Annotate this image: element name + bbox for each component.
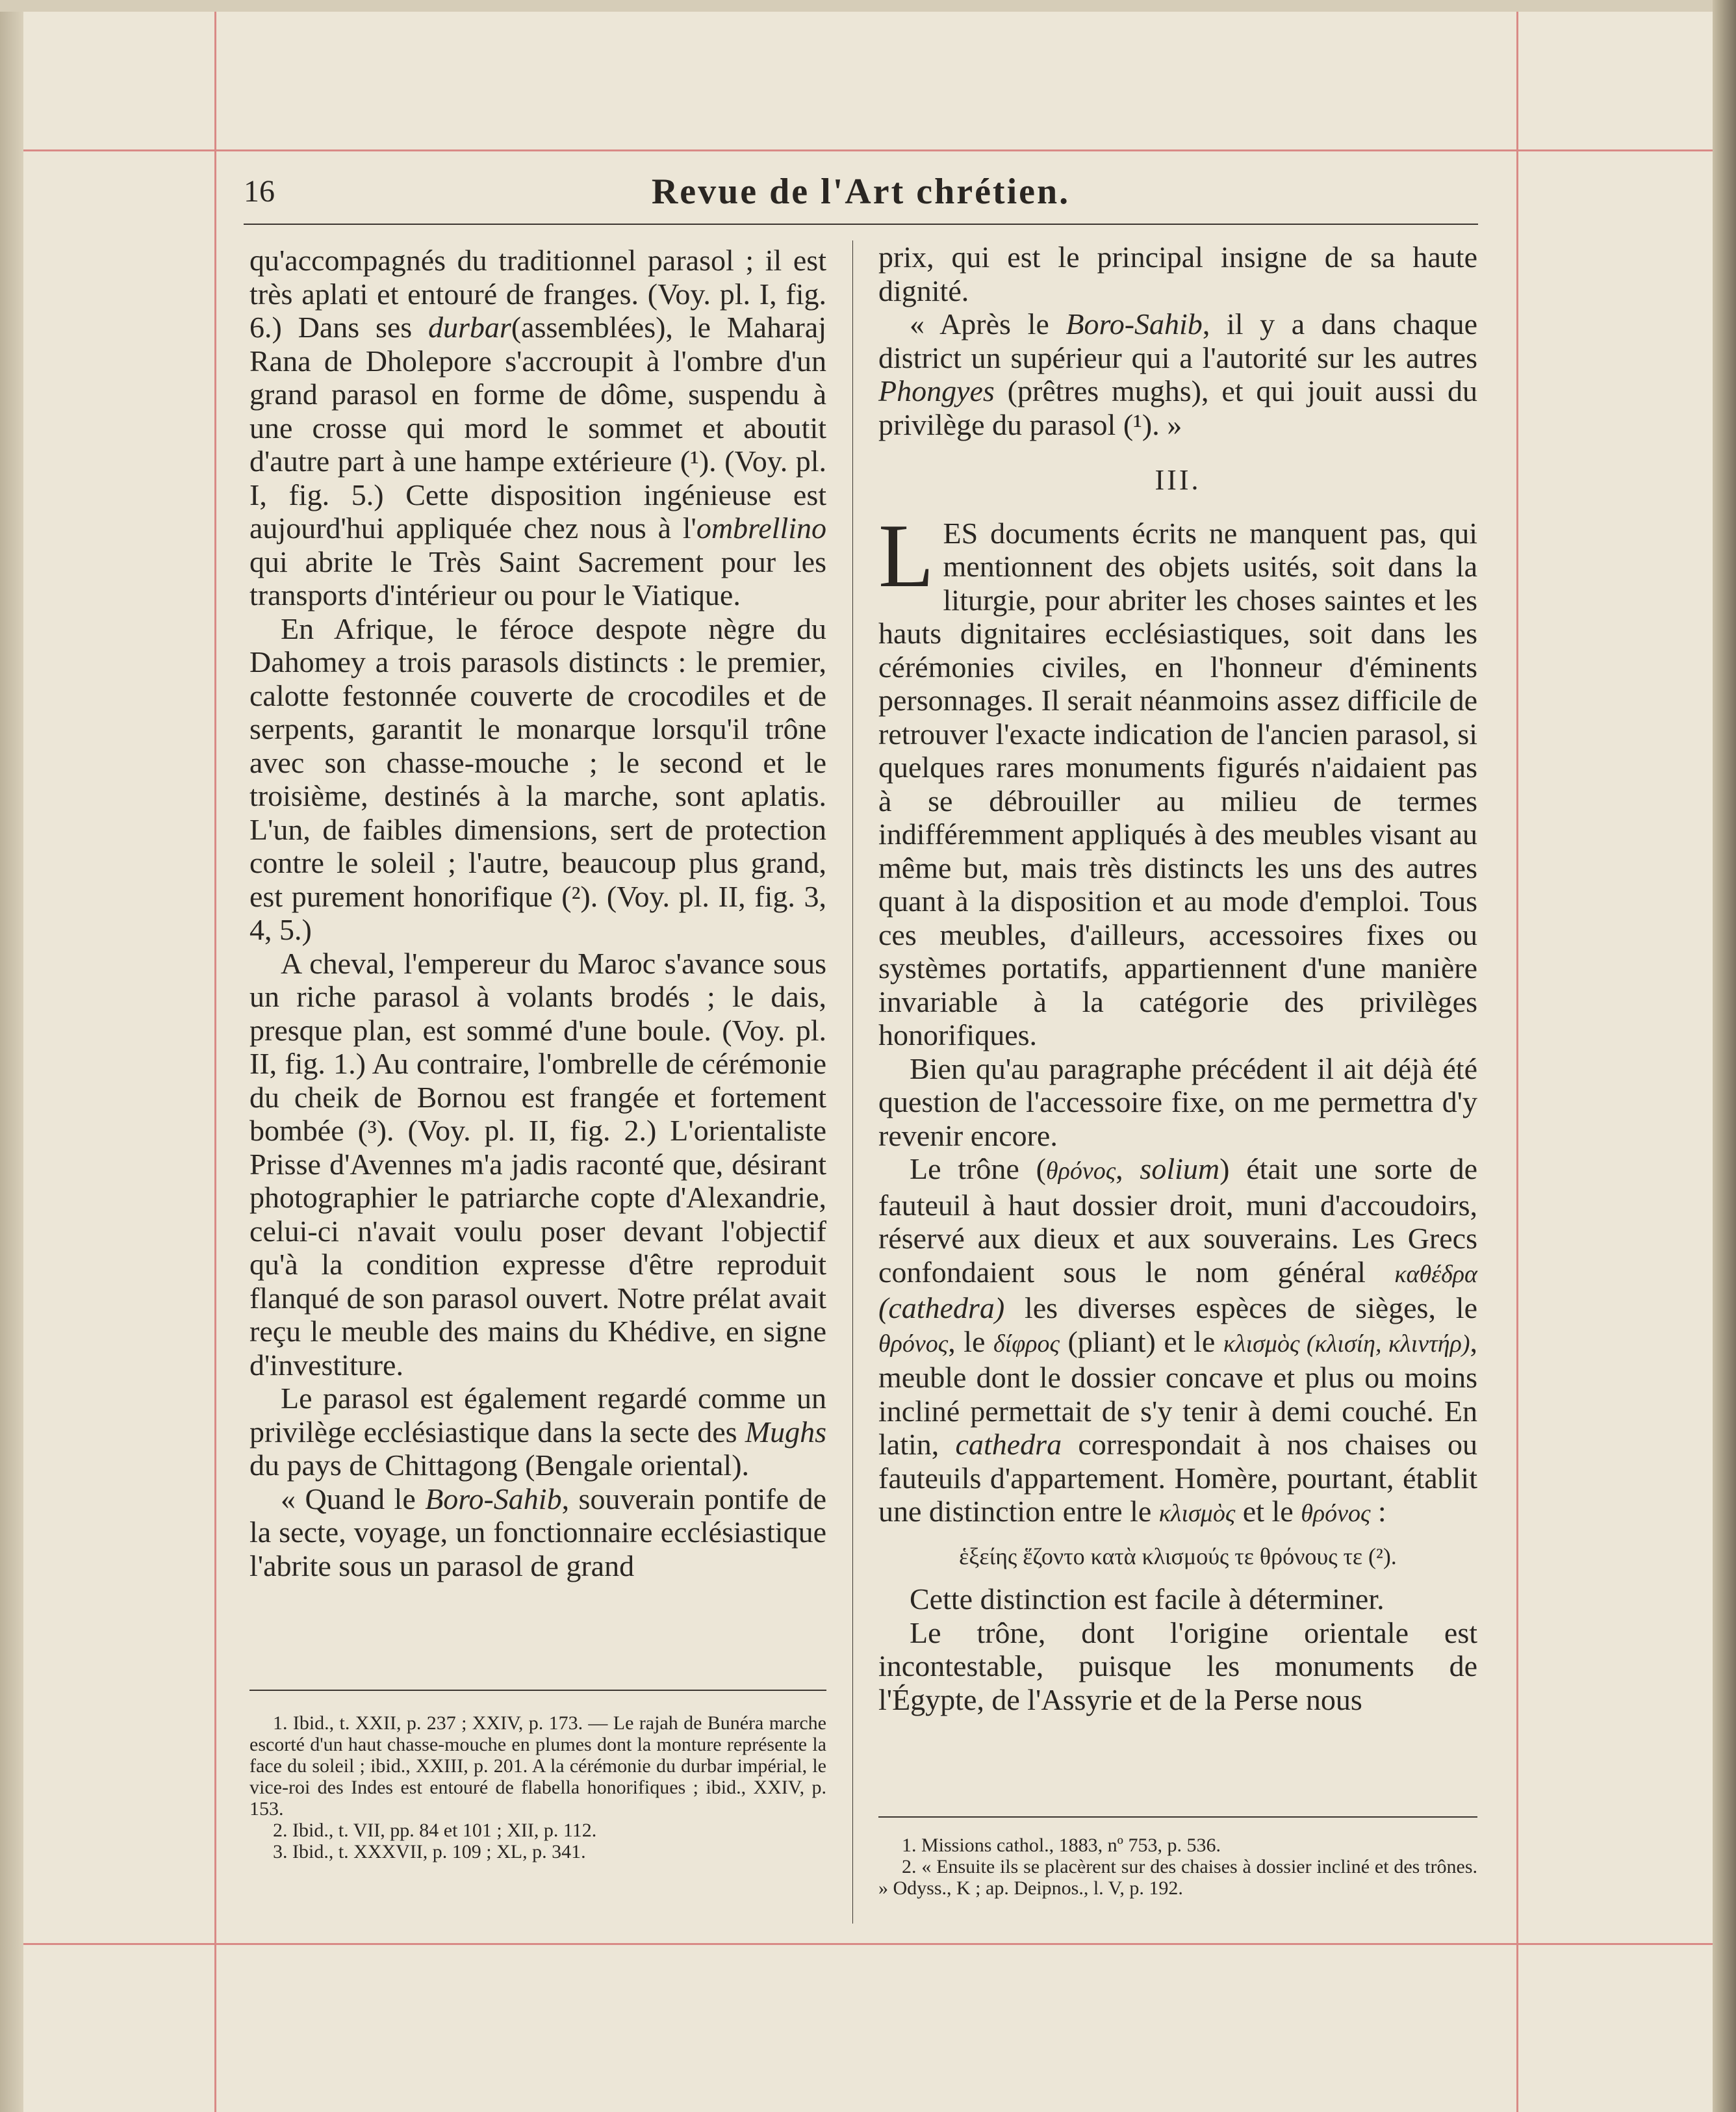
- paragraph: Cette distinction est facile à déterminer.: [910, 1582, 1385, 1616]
- paragraph: « Après le Boro-Sahib, il y a dans chaque district un supérieur qui a l'autorité sur les autres Phongyes (prêtres mughs), et qui jouit aussi du privilège du parasol (¹). »: [878, 307, 1478, 441]
- footnotes-left: [249, 1712, 826, 1862]
- drop-cap: L: [878, 505, 934, 606]
- paragraph: qu'accompagnés du traditionnel parasol ; il est très aplati et entouré de franges. (Voy. pl. I, fig. 6.) Dans ses durbar(assemblées), le Maharaj Rana de Dholepore s'accroupit à l'ombre d'un grand parasol en forme de dôme, suspendu à une crosse qui mord le sommet et aboutit d'autre part à une hampe extérieure (¹). (Voy. pl. I, fig. 5.) Cette disposition ingénieuse est aujourd'hui appliquée chez nous à l'ombrellino qui abrite le Très Saint Sacrement pour les transports d'intérieur ou pour le Viatique.: [249, 244, 826, 612]
- column-separator: [852, 240, 853, 1924]
- frame-line-top: [23, 149, 1713, 151]
- page-number: 16: [244, 174, 275, 209]
- right-column: [878, 240, 1477, 1716]
- paragraph: prix, qui est le principal insigne de sa haute dignité.: [878, 240, 1477, 307]
- footnote: 1. Ibid., t. XXII, p. 237 ; XXIV, p. 173. — Le rajah de Bunéra marche escorté d'un haut chasse-mouche en plumes dont la monture représente la face du soleil ; ibid., XXIII, p. 201. A la cérémonie du durbar impérial, le vice-roi des Indes est entouré de flabella honorifiques ; ibid., XXIV, p. 153.: [249, 1712, 826, 1820]
- greek-verse: ἑξείης ἕζοντο κατὰ κλισμούς τε θρόνους τε (²).: [959, 1543, 1397, 1569]
- book-spine: [1713, 0, 1736, 2112]
- frame-line-left: [214, 12, 216, 2112]
- paragraph: Bien qu'au paragraphe précédent il ait déjà été question de l'accessoire fixe, on me permettra d'y revenir encore.: [878, 1051, 1477, 1152]
- paragraph: Le trône, dont l'origine orientale est incontestable, puisque les monuments de l'Égypte, de l'Assyrie et de la Perse nous: [878, 1616, 1477, 1716]
- paragraph: LES documents écrits ne manquent pas, qui mentionnent des objets usités, soit dans la liturgie, pour abriter les choses saintes et les hauts dignitaires ecclésiastiques, soit dans les cérémonies civiles, en l'honneur d'éminents personnages. Il serait néanmoins assez difficile de retrouver l'exacte indication de l'ancien parasol, si quelques rares monuments figurés n'aidaient pas à se débrouiller au milieu de termes indifféremment appliqués à des meubles visant au même but, mais très distincts les uns des autres quant à la disposition et au mode d'emploi. Tous ces meubles, d'ailleurs, accessoires fixes ou systèmes portatifs, appartiennent d'une manière invariable à la catégorie des privilèges honorifiques.: [878, 505, 1477, 1051]
- paragraph: En Afrique, le féroce despote nègre du Dahomey a trois parasols distincts : le premier, calotte festonnée couverte de crocodiles et de serpents, garantit le monarque lorsqu'il trône avec son chasse-mouche ; le second et le troisième, destinés à la marche, sont aplatis. L'un, de faibles dimensions, sert de protection contre le soleil ; l'autre, beaucoup plus grand, est purement honorifique (²). (Voy. pl. II, fig. 3, 4, 5.): [249, 612, 826, 946]
- frame-line-bottom: [23, 1943, 1713, 1945]
- footnote-rule-right: [878, 1816, 1477, 1818]
- paragraph: « Quand le Boro-Sahib, souverain pontife de la secte, voyage, un fonctionnaire ecclésiastique l'abrite sous un parasol de grand: [249, 1482, 826, 1582]
- frame-line-right: [1516, 12, 1518, 2112]
- paragraph: Le trône (θρόνος, solium) était une sorte de fauteuil à haut dossier droit, muni d'accoudoirs, réservé aux dieux et aux souverains. Les Grecs confondaient sous le nom général καθέδρα (cathedra) les diverses espèces de sièges, le θρόνος, le δίφρος (pliant) et le κλισμὸς (κλισίη, κλιντήρ), meuble dont le dossier concave et plus ou moins incliné permettait de s'y tenir à demi couché. En latin, cathedra correspondait à nos chaises ou fauteuils d'appartement. Homère, pourtant, établit une distinction entre le κλισμὸς et le θρόνος :: [878, 1152, 1477, 1528]
- left-column: [249, 244, 826, 1582]
- head-rule: [244, 224, 1478, 225]
- footnote: 3. Ibid., t. XXXVII, p. 109 ; XL, p. 341.: [273, 1841, 586, 1862]
- journal-title: Revue de l'Art chrétien.: [651, 172, 1071, 212]
- paragraph: Le parasol est également regardé comme un privilège ecclésiastique dans la secte des Mughs du pays de Chittagong (Bengale oriental).: [249, 1382, 826, 1482]
- section-heading: III.: [1155, 464, 1201, 496]
- footnote: 2. « Ensuite ils se placèrent sur des chaises à dossier incliné et des trônes. » Odyss., K ; ap. Deipnos., l. V, p. 192.: [878, 1856, 1477, 1899]
- running-head: [244, 166, 1478, 218]
- footnote: 2. Ibid., t. VII, pp. 84 et 101 ; XII, p. 112.: [273, 1820, 597, 1841]
- paragraph: A cheval, l'empereur du Maroc s'avance sous un riche parasol à volants brodés ; le dais, presque plan, est sommé d'une boule. (Voy. pl. II, fig. 1.) Au contraire, l'ombrelle de cérémonie du cheik de Bornou est frangée et fortement bombée (³). (Voy. pl. II, fig. 2.) L'orientaliste Prisse d'Avennes m'a jadis raconté que, désirant photographier le patriarche copte d'Alexandrie, celui-ci n'avait voulu poser devant l'objectif qu'à la condition expresse d'être reproduit flanqué de son parasol ouvert. Notre prélat avait reçu le meuble des mains du Khédive, en signe d'investiture.: [249, 946, 826, 1382]
- footnotes-right: [878, 1835, 1477, 1899]
- footnote: 1. Missions cathol., 1883, nº 753, p. 536.: [902, 1835, 1221, 1856]
- footnote-rule-left: [249, 1690, 826, 1691]
